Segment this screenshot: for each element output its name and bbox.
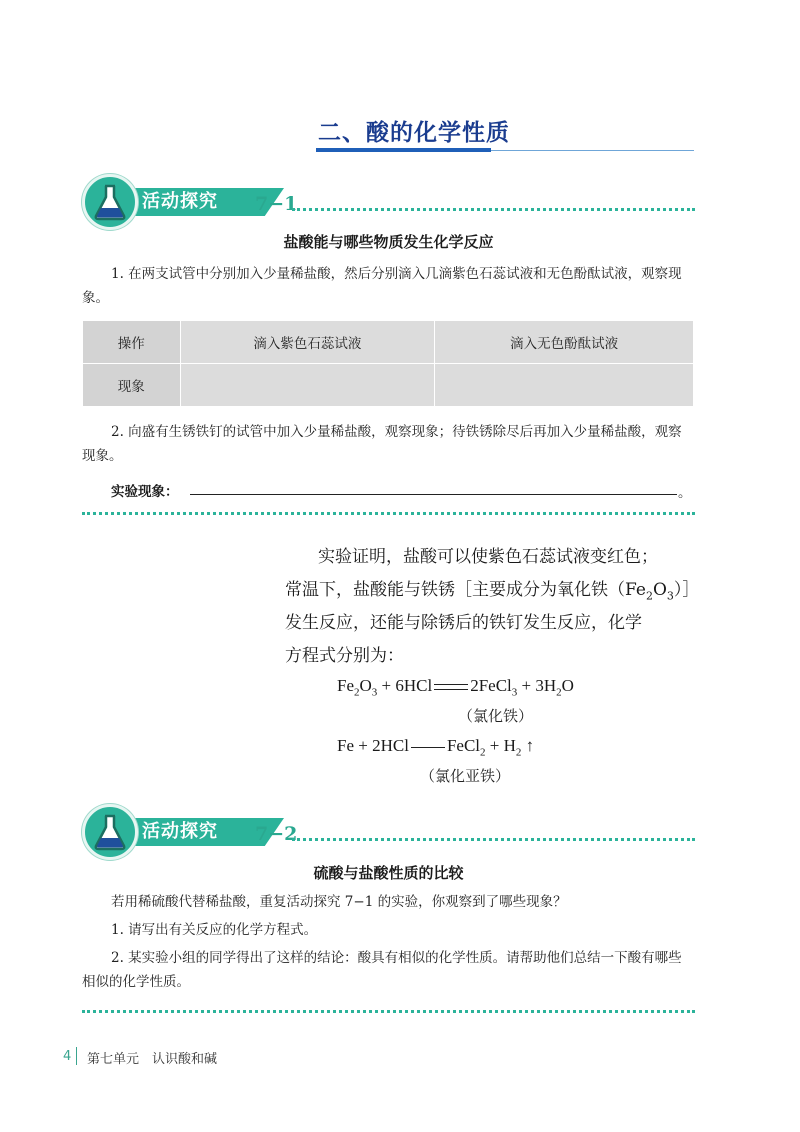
footer-unit-title: 第七单元 认识酸和碱	[87, 1052, 218, 1067]
activity-badge-label: 活动探究	[142, 821, 218, 842]
explanation-line-3: 发生反应，还能与除锈后的铁钉发生反应，化学	[285, 613, 642, 633]
equation-1-note: （氯化铁）	[458, 707, 534, 725]
equation-2: Fe + 2HCl FeCl$_2$ + $H_2$ ↑	[337, 736, 535, 759]
table-row	[83, 364, 694, 407]
equals-sign	[434, 684, 468, 690]
page-number: 4	[63, 1049, 72, 1064]
activity-badge-label: 活动探究	[142, 191, 218, 212]
activity-dotted-rule	[292, 208, 695, 211]
activity-heading: 硫酸与盐酸性质的比较	[313, 864, 464, 882]
activity-number: 7−2	[255, 823, 298, 845]
explanation-line-2: 常温下，盐酸能与铁锈［主要成分为氧化铁$(Fe_2O_3)]$	[285, 580, 700, 603]
equation-2-note: （氯化亚铁）	[420, 767, 511, 785]
section-title-rule	[491, 150, 694, 151]
activity-heading: 盐酸能与哪些物质发生化学反应	[283, 233, 494, 251]
flask-icon	[82, 174, 138, 230]
activity-dotted-rule	[292, 838, 695, 841]
table-cell-blank[interactable]	[180, 364, 435, 407]
activity-end-dotted-rule	[82, 1010, 695, 1013]
step-1-text: 1. 在两支试管中分别加入少量稀盐酸，然后分别滴入几滴紫色石蕊试液和无色酚酞试液，观察现象。	[82, 266, 682, 306]
question-2: 2. 某实验小组的同学得出了这样的结论：酸具有相似的化学性质。请帮助他们总结一下酸有哪些相似的化学性质。	[82, 950, 682, 990]
table-cell: 滴入紫色石蕊试液	[180, 321, 435, 364]
equation-1: $Fe_2O_3 + 6HCl$ 2FeCl$_3$ + $3H_2O$	[337, 676, 574, 699]
section-title-underline	[316, 148, 491, 152]
experiment-table	[82, 320, 694, 407]
reaction-line	[411, 747, 445, 748]
result-end-mark: 。	[678, 485, 692, 501]
banner-dots-left	[236, 838, 254, 841]
table-cell: 操作	[83, 321, 181, 364]
activity-2-intro: 若用稀硫酸代替稀盐酸，重复活动探究 7−1 的实验，你观察到了哪些现象？	[111, 894, 567, 910]
activity-end-dotted-rule	[82, 512, 695, 515]
step-2-text: 2. 向盛有生锈铁钉的试管中加入少量稀盐酸，观察现象；待铁锈除尽后再加入少量稀盐酸，观察现象。	[82, 424, 682, 464]
result-label: 实验现象：	[111, 484, 179, 500]
activity-number: 7−1	[255, 193, 298, 215]
explanation-line-1: 实验证明，盐酸可以使紫色石蕊试液变红色；	[318, 547, 658, 567]
result-answer-line[interactable]	[190, 494, 677, 495]
table-cell: 现象	[83, 364, 181, 407]
question-1: 1. 请写出有关反应的化学方程式。	[111, 922, 318, 938]
table-cell: 滴入无色酚酞试液	[435, 321, 694, 364]
banner-dots-left	[236, 208, 254, 211]
table-row	[83, 321, 694, 364]
section-title: 二、酸的化学性质	[318, 120, 510, 146]
table-cell-blank[interactable]	[435, 364, 694, 407]
footer-divider	[76, 1047, 77, 1065]
flask-icon	[82, 804, 138, 860]
explanation-line-4: 方程式分别为：	[285, 646, 404, 666]
